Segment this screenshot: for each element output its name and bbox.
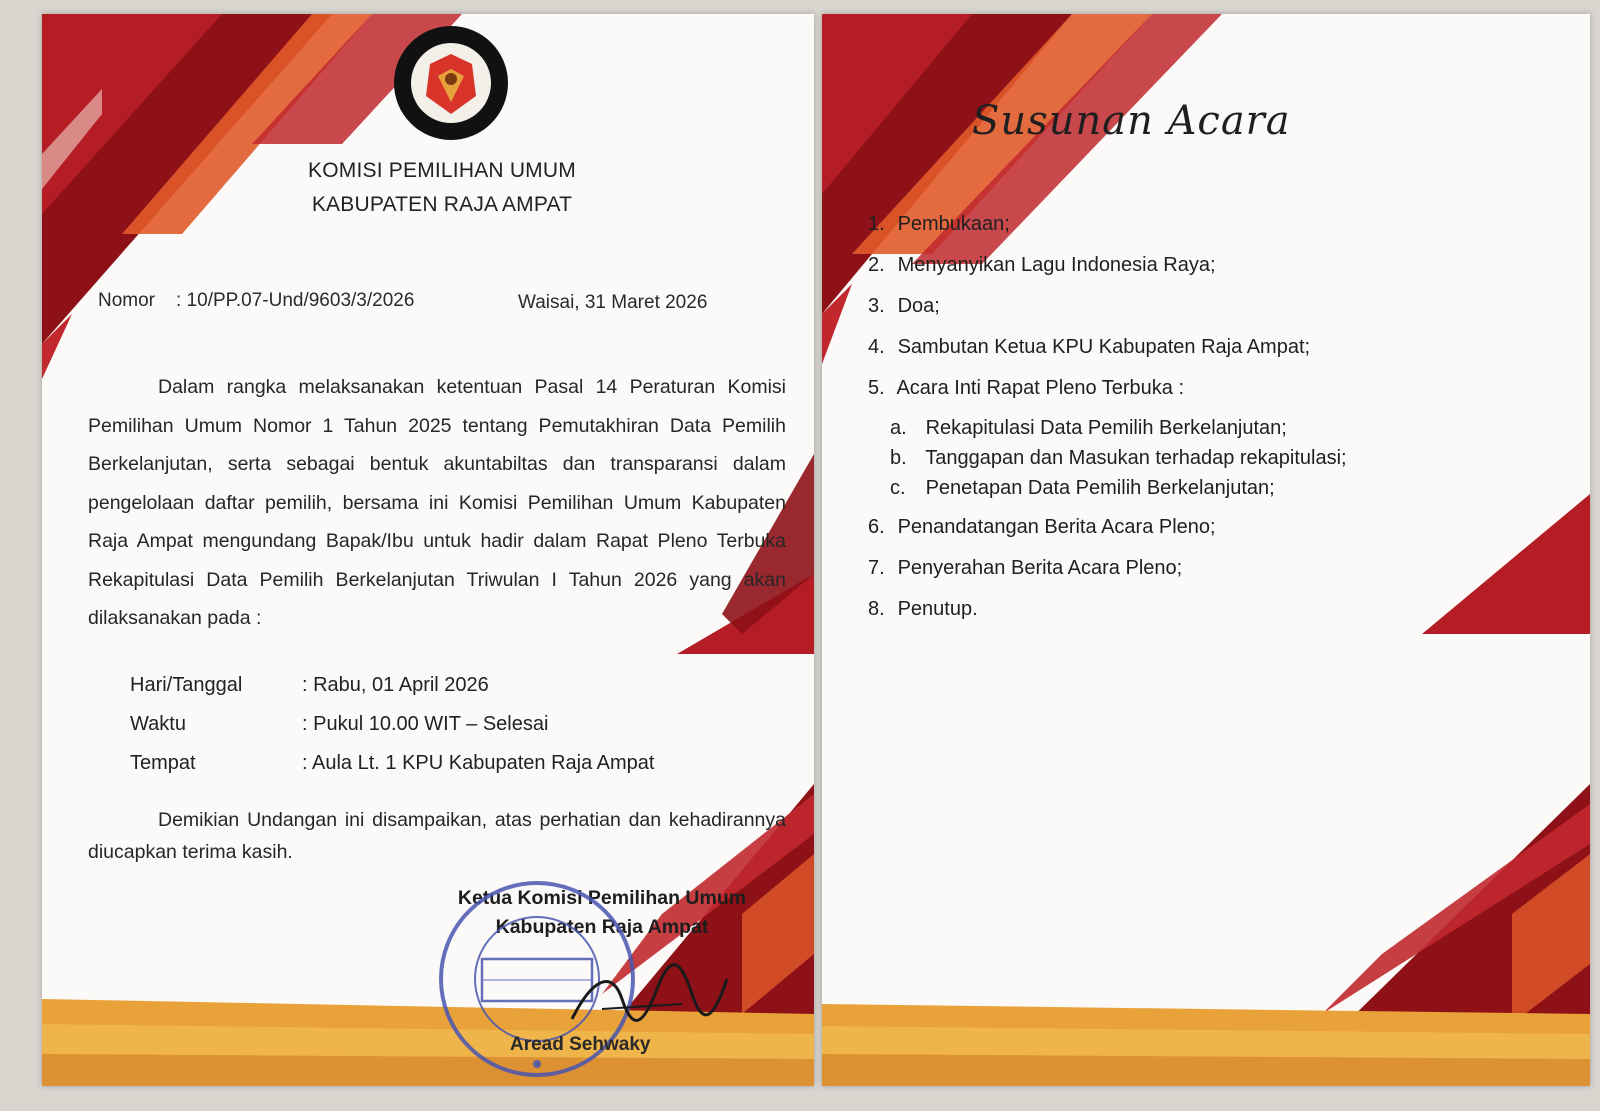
- agenda-title: Susunan Acara: [972, 98, 1291, 144]
- sub-list-item: [890, 473, 1568, 503]
- detail-value: : Pukul 10.00 WIT – Selesai: [302, 713, 549, 735]
- detail-value: : Aula Lt. 1 KPU Kabupaten Raja Ampat: [302, 752, 655, 774]
- letter-number: [98, 290, 414, 312]
- subitem-text: Penetapan Data Pemilih Berkelanjutan;: [925, 477, 1275, 499]
- invitation-page: [42, 14, 814, 1086]
- item-number: 1.: [868, 213, 885, 235]
- sub-list-item: [890, 443, 1568, 473]
- subitem-text: Rekapitulasi Data Pemilih Berkelanjutan;: [925, 417, 1287, 439]
- event-details: [130, 666, 654, 783]
- signature-title-line-2: Kabupaten Raja Ampat: [495, 916, 709, 938]
- detail-value: : Rabu, 01 April 2026: [302, 674, 489, 696]
- list-item: [868, 286, 1568, 327]
- item-text: Pembukaan;: [897, 213, 1010, 235]
- nomor-label: Nomor: [98, 290, 156, 311]
- item-number: 2.: [868, 254, 885, 276]
- item-text: Doa;: [897, 295, 940, 317]
- item-text: Menyanyikan Lagu Indonesia Raya;: [897, 254, 1216, 276]
- item-text: Penandatangan Berita Acara Pleno;: [897, 516, 1216, 538]
- subitem-letter: a.: [890, 417, 907, 439]
- subitem-letter: c.: [890, 477, 906, 499]
- closing-text: Demikian Undangan ini disampaikan, atas perhatian dan kehadirannya diucapkan terima kasih.: [88, 809, 786, 863]
- detail-label: Waktu: [130, 713, 186, 735]
- detail-row: [130, 666, 654, 705]
- organization-header: [42, 154, 814, 222]
- sub-list: [890, 413, 1568, 503]
- agenda-list: [868, 204, 1568, 630]
- letter-body-text: Dalam rangka melaksanakan ketentuan Pasal 14 Peraturan Komisi Pemilihan Umum Nomor 1 Tahun 2025 tentang Pemutakhiran Data Pemilih Berkelanjutan, serta sebagai bentuk akuntabiltas dan transparansi dalam pengelolaan daftar pemilih, bersama ini Komisi Pemilihan Umum Kabupaten Raja Ampat mengundang Bapak/Ibu untuk hadir dalam Rapat Pleno Terbuka Rekapitulasi Data Pemilih Berkelanjutan Triwulan I Tahun 2026 yang akan dilaksanakan pada :: [88, 376, 786, 629]
- list-item: [868, 204, 1568, 245]
- list-item: [868, 368, 1568, 409]
- detail-row: [130, 744, 654, 783]
- item-number: 3.: [868, 295, 885, 317]
- sub-list-container: [868, 413, 1568, 503]
- org-line-1: KOMISI PEMILIHAN UMUM: [308, 159, 576, 182]
- kpu-logo: [392, 24, 510, 142]
- letter-body: [88, 368, 786, 638]
- list-item: [868, 507, 1568, 548]
- detail-label: Hari/Tanggal: [130, 674, 243, 696]
- list-item: [868, 548, 1568, 589]
- list-item: [868, 327, 1568, 368]
- subitem-letter: b.: [890, 447, 907, 469]
- item-number: 4.: [868, 336, 885, 358]
- item-number: 5.: [868, 377, 885, 399]
- item-number: 8.: [868, 598, 885, 620]
- handwritten-signature: [562, 959, 732, 1039]
- list-item: [868, 245, 1568, 286]
- item-text: Penyerahan Berita Acara Pleno;: [897, 557, 1183, 579]
- signature-title-line-1: Ketua Komisi Pemilihan Umum: [457, 887, 747, 909]
- nomor-value: : 10/PP.07-Und/9603/3/2026: [176, 290, 415, 311]
- item-text: Penutup.: [897, 598, 978, 620]
- agenda-page: [822, 14, 1590, 1086]
- subitem-text: Tanggapan dan Masukan terhadap rekapitulasi;: [925, 447, 1347, 469]
- closing-paragraph: [88, 804, 786, 868]
- item-number: 6.: [868, 516, 885, 538]
- item-text: Acara Inti Rapat Pleno Terbuka :: [896, 377, 1185, 399]
- detail-label: Tempat: [130, 752, 196, 774]
- org-line-2: KABUPATEN RAJA AMPAT: [311, 193, 573, 216]
- sub-list-item: [890, 413, 1568, 443]
- signer-name: Aread Sehwaky: [510, 1034, 651, 1055]
- detail-row: [130, 705, 654, 744]
- item-number: 7.: [868, 557, 885, 579]
- place-date: Waisai, 31 Maret 2026: [518, 292, 708, 313]
- list-item: [868, 589, 1568, 630]
- item-text: Sambutan Ketua KPU Kabupaten Raja Ampat;: [897, 336, 1311, 358]
